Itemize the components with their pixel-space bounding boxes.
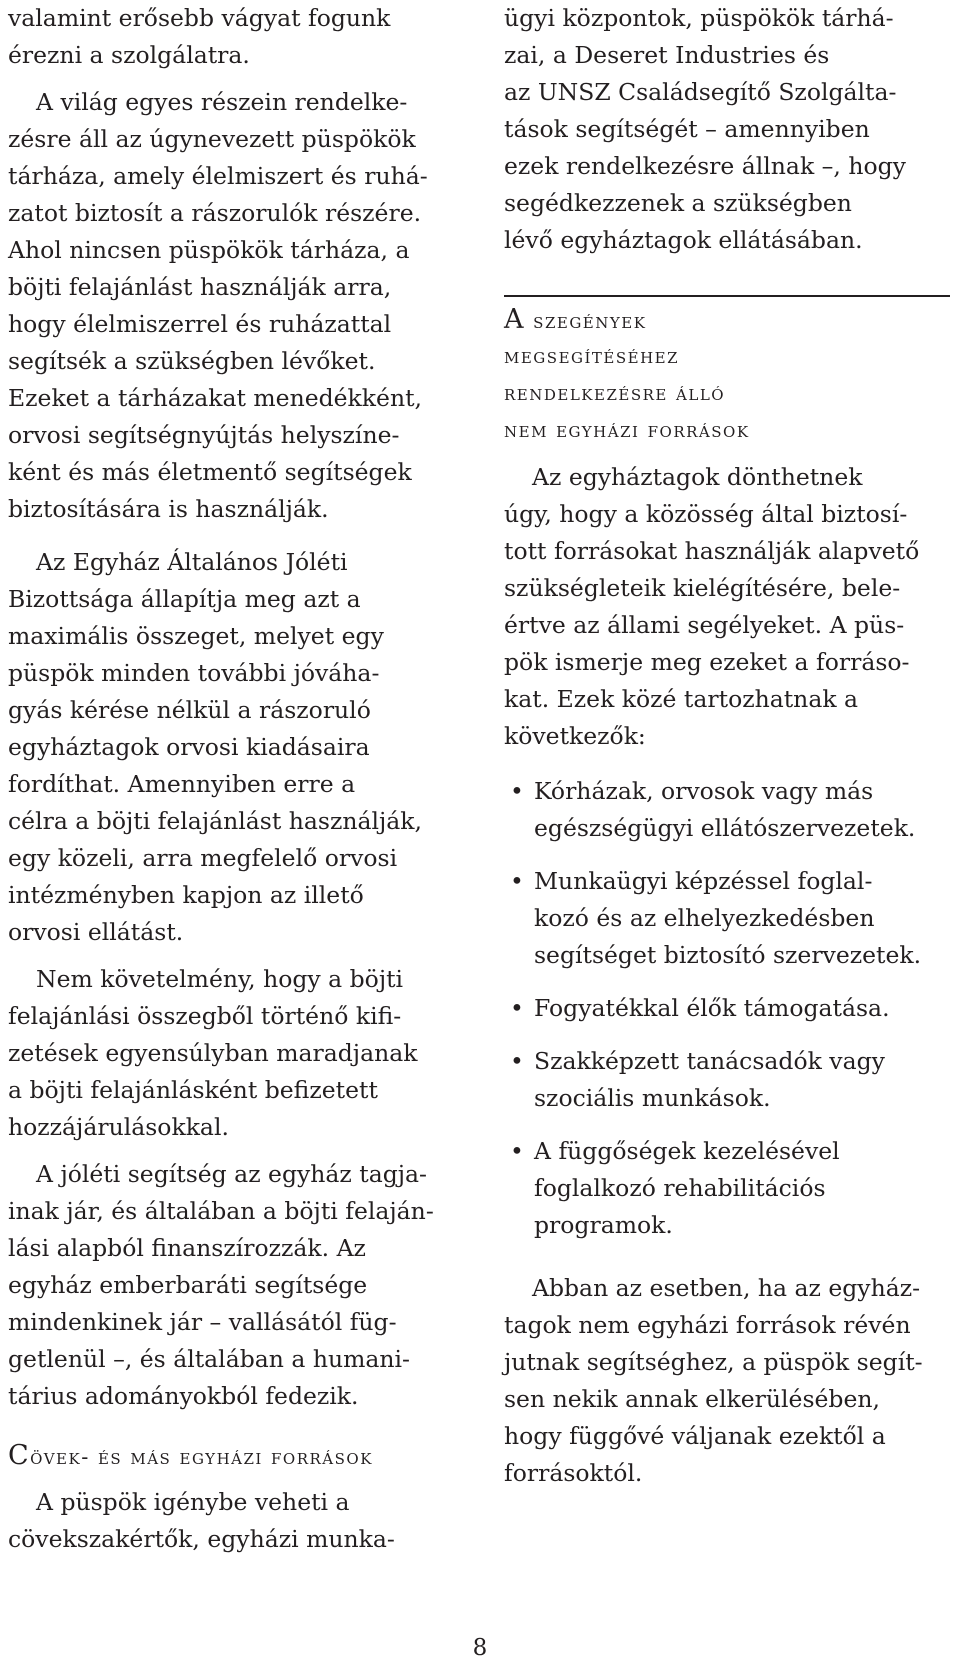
text-line: Az Egyház Általános Jóléti [36,548,348,576]
text-line: egy közeli, arra megfelelő orvosi [8,844,398,872]
text-line: tagok nem egyházi források révén [504,1311,911,1339]
text-line: forrásoktól. [504,1459,643,1487]
text-line: az UNSZ Családsegítő Szolgálta- [504,78,897,106]
text-line: gyás kérése nélkül a rászoruló [8,696,371,724]
list-item [504,1043,950,1117]
text-line: orvosi ellátást. [8,918,184,946]
text-line: zésre áll az úgynevezett püspökök [8,125,416,153]
heading-line: nem egyházi források [504,418,750,442]
heading-line: A szegények [504,304,647,335]
text-line: orvosi segítségnyújtás helyszíne- [8,421,400,449]
list-item [504,1133,950,1244]
bullet-icon: • [510,994,524,1022]
section-heading-nem-egyhazi [504,301,950,449]
text-line: A világ egyes részein rendelke- [36,88,408,116]
text-line: úgy, hogy a közösség által biztosí- [504,500,908,528]
text-line: sen nekik annak elkerülésében, [504,1385,880,1413]
text-line: zetések egyensúlyban maradjanak [8,1039,418,1067]
paragraph-egyhaztagok-donthetnek [504,459,950,755]
right-column [504,0,950,1492]
text-line: pök ismerje meg ezeket a forráso- [504,648,910,676]
text-line: tott forrásokat használják alapvető [504,537,920,565]
text-line: értve az állami segélyeket. A püs- [504,611,905,639]
text-line: Ezeket a tárházakat menedékként, [8,384,422,412]
text-line: hogy élelmiszerrel és ruházattal [8,310,392,338]
list-item [504,990,950,1027]
text-line: tárháza, amely élelmiszert és ruhá- [8,162,428,190]
text-line: felajánlási összegből történő kifi- [8,1002,402,1030]
paragraph-continued-right [504,0,950,259]
text-line: Munkaügyi képzéssel foglal- [534,867,873,895]
text-line: ügyi központok, püspökök tárhá- [504,4,894,32]
text-line: Ahol nincsen püspökök tárháza, a [8,236,410,264]
text-line: fordíthat. Amennyiben erre a [8,770,356,798]
paragraph-abban-az-esetben [504,1270,950,1492]
text-line: A függőségek kezelésével [534,1137,840,1165]
text-line: célra a böjti felajánlást használják, [8,807,423,835]
text-line: maximális összeget, melyet egy [8,622,384,650]
text-line: tások segítségét – amennyiben [504,115,870,143]
text-line: következők: [504,722,646,750]
text-line: Kórházak, orvosok vagy más [534,777,874,805]
text-line: szükségleteik kielégítésére, bele- [504,574,901,602]
text-line: püspök minden további jóváha- [8,659,380,687]
text-line: a böjti felajánlásként befizetett [8,1076,378,1104]
section-heading-covek: Cövek- és más egyházi források [8,1440,373,1471]
text-line: tárius adományokból fedezik. [8,1382,359,1410]
paragraph-puspok-igenybe [8,1484,444,1558]
text-line: lási alapból finanszírozzák. Az [8,1234,366,1262]
text-line: A jóléti segítség az egyház tagja- [36,1160,427,1188]
text-line: zatot biztosít a rászorulók részére. [8,199,422,227]
bullet-icon: • [510,1137,524,1165]
text-line: szociális munkások. [534,1084,771,1112]
text-line: érezni a szolgálatra. [8,41,250,69]
text-line: kat. Ezek közé tartozhatnak a [504,685,859,713]
text-line: egészségügyi ellátószervezetek. [534,814,916,842]
heading-line: rendelkezésre álló [504,381,726,405]
left-column [8,0,444,1558]
text-line: cövekszakértők, egyházi munka- [8,1525,395,1553]
text-line: inak jár, és általában a böjti felaján- [8,1197,434,1225]
text-line: Abban az esetben, ha az egyház- [532,1274,921,1302]
text-line: hozzájárulásokkal. [8,1113,229,1141]
text-line: böjti felajánlást használják arra, [8,273,392,301]
heading-line: megsegítéséhez [504,344,680,368]
bullet-icon: • [510,777,524,805]
text-line: mindenkinek jár – vallásától füg- [8,1308,397,1336]
paragraph-nem-kovetelmeny [8,961,444,1146]
text-line: A püspök igénybe veheti a [36,1488,350,1516]
text-line: egyháztagok orvosi kiadásaira [8,733,370,761]
text-line: Fogyatékkal élők támogatása. [534,994,890,1022]
paragraph-continued [8,0,444,74]
resource-list [504,773,950,1244]
text-line: ezek rendelkezésre állnak –, hogy [504,152,906,180]
text-line: Az egyháztagok dönthetnek [532,463,863,491]
text-line: Nem követelmény, hogy a böjti [36,965,404,993]
text-line: segítséget biztosító szervezetek. [534,941,922,969]
text-line: segédkezzenek a szükségben [504,189,852,217]
text-line: lévő egyháztagok ellátásában. [504,226,863,254]
bullet-icon: • [510,867,524,895]
list-item [504,863,950,974]
list-item [504,773,950,847]
text-line: Szakképzett tanácsadók vagy [534,1047,885,1075]
text-line: zai, a Deseret Industries és [504,41,830,69]
page-number: 8 [472,1635,488,1661]
text-line: hogy függővé váljanak ezektől a [504,1422,886,1450]
paragraph-joleti-bizottsag [8,544,444,951]
text-line: kozó és az elhelyezkedésben [534,904,875,932]
paragraph-tarhaz [8,84,444,528]
text-line: foglalkozó rehabilitációs [534,1174,826,1202]
text-line: programok. [534,1211,673,1239]
text-line: ként és más életmentő segítségek [8,458,412,486]
text-line: jutnak segítséghez, a püspök segít- [504,1348,923,1376]
paragraph-joleti-segitseg [8,1156,444,1415]
text-line: getlenül –, és általában a humani- [8,1345,411,1373]
text-line: intézményben kapjon az illető [8,881,364,909]
text-line: biztosítására is használják. [8,495,329,523]
text-line: egyház emberbaráti segítsége [8,1271,368,1299]
text-line: Bizottsága állapítja meg azt a [8,585,361,613]
text-line: valamint erősebb vágyat fogunk [8,4,391,32]
text-line: segítsék a szükségben lévőket. [8,347,376,375]
bullet-icon: • [510,1047,524,1075]
